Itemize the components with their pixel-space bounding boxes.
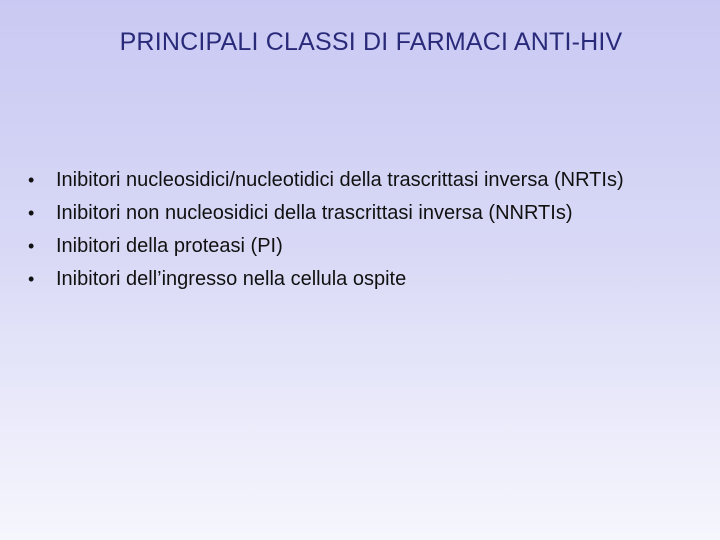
bullet-text-entry: Inibitori dell’ingresso nella cellula ospite [56, 268, 407, 290]
bullet-list [24, 164, 704, 296]
bullet-text-nrtis: Inibitori nucleosidici/nucleotidici della trascrittasi inversa (NRTIs) [56, 169, 624, 191]
bullet-icon: • [28, 203, 35, 223]
list-item [24, 164, 704, 197]
bullet-icon: • [28, 236, 35, 256]
slide-title: PRINCIPALI CLASSI DI FARMACI ANTI-HIV [119, 28, 623, 56]
bullet-icon: • [28, 170, 35, 190]
bullet-text-nnrtis: Inibitori non nucleosidici della trascrittasi inversa (NNRTIs) [56, 202, 573, 224]
bullet-icon: • [28, 269, 35, 289]
list-item [24, 230, 704, 263]
bullet-text-pi: Inibitori della proteasi (PI) [56, 235, 283, 257]
list-item [24, 263, 704, 296]
list-item [24, 197, 704, 230]
